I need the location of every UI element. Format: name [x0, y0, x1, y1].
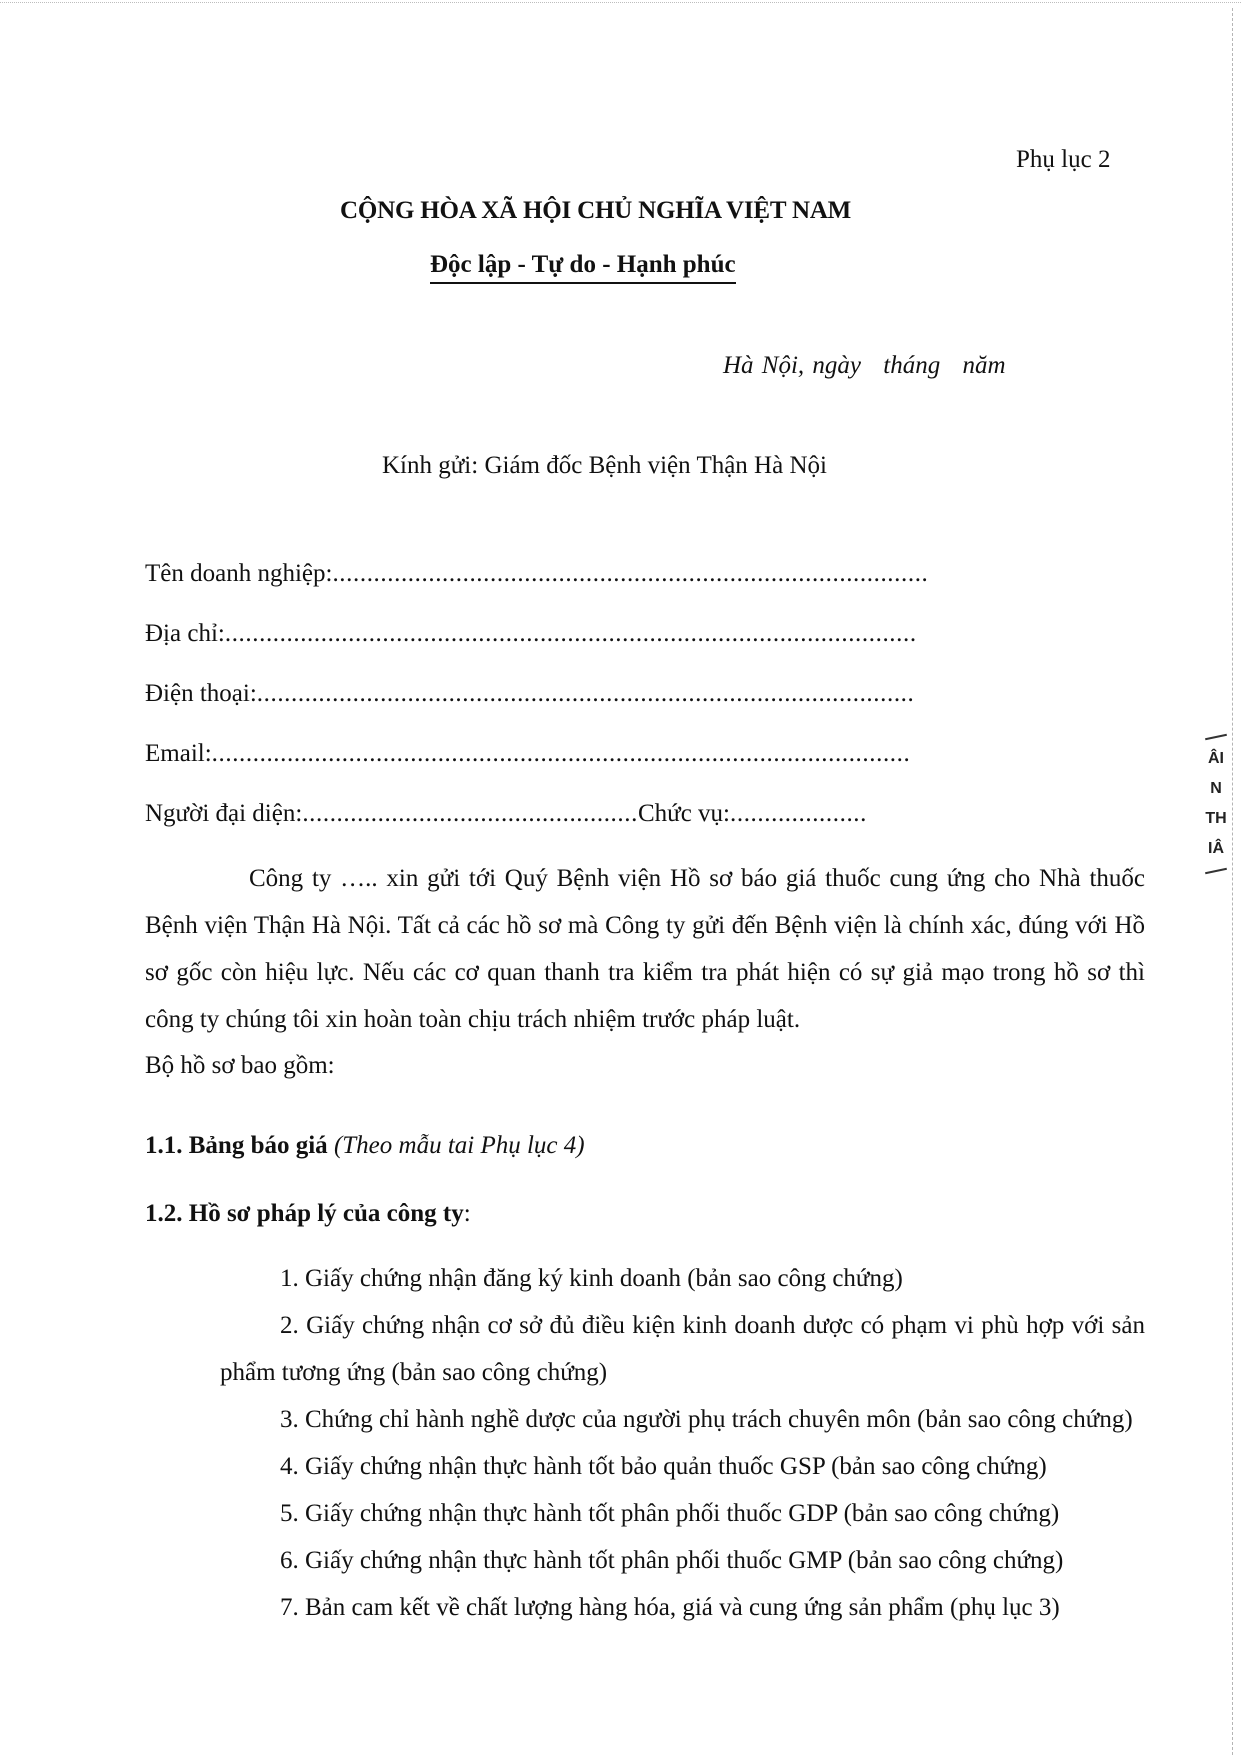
date-year: năm [962, 352, 1006, 379]
motto: Độc lập - Tự do - Hạnh phúc [430, 251, 736, 284]
stamp-stroke [1205, 734, 1227, 741]
scan-top-edge [0, 2, 1241, 3]
recipient-line: Kính gửi: Giám đốc Bệnh viện Thận Hà Nội [382, 452, 827, 479]
stamp-text: N [1210, 780, 1222, 797]
list-item: 1. Giấy chứng nhận đăng ký kinh doanh (bản sao công chứng) [280, 1265, 903, 1292]
fill-in-blank: ................................................. [302, 800, 638, 827]
field-phone [145, 680, 914, 708]
field-email [145, 740, 910, 768]
field-label: Điện thoại: [145, 680, 257, 707]
field-label: Tên doanh nghiệp: [145, 560, 333, 587]
list-item: 6. Giấy chứng nhận thực hành tốt phân phối thuốc GMP (bản sao công chứng) [280, 1547, 1064, 1574]
stamp-text: IÂ [1208, 840, 1224, 857]
date-place-day: Hà Nội, ngày [723, 352, 862, 379]
list-item: 2. Giấy chứng nhận cơ sở đủ điều kiện kinh doanh dược có phạm vi phù hợp với sản phẩm tương ứng (bản sao công chứng) [220, 1312, 1145, 1386]
list-item: 5. Giấy chứng nhận thực hành tốt phân phối thuốc GDP (bản sao công chứng) [280, 1500, 1060, 1527]
legal-documents-list [220, 1255, 1145, 1631]
section-title: 1.1. Bảng báo giá [145, 1132, 328, 1159]
field-label-position: Chức vụ: [637, 800, 730, 827]
fill-in-blank: ..................................................................................................... [224, 620, 917, 647]
field-label: Địa chỉ: [145, 620, 225, 647]
field-representative [145, 800, 867, 828]
date-month: tháng [883, 352, 941, 379]
fill-in-blank: .................... [730, 800, 867, 827]
section-note: (Theo mẫu tai Phụ lục 4) [333, 1132, 585, 1159]
appendix-label: Phụ lục 2 [1016, 146, 1111, 173]
section-suffix: : [463, 1200, 471, 1227]
margin-stamp [1203, 730, 1229, 930]
section-1-1 [145, 1132, 585, 1160]
scan-right-edge [1232, 8, 1233, 1755]
list-item: 4. Giấy chứng nhận thực hành tốt bảo quản thuốc GSP (bản sao công chứng) [280, 1453, 1047, 1480]
stamp-text: ÂI [1208, 750, 1224, 767]
section-title: 1.2. Hồ sơ pháp lý của công ty [145, 1200, 464, 1227]
field-label: Email: [145, 740, 212, 767]
field-label: Người đại diện: [145, 800, 303, 827]
nation-title: CỘNG HÒA XÃ HỘI CHỦ NGHĨA VIỆT NAM [340, 197, 852, 224]
field-address [145, 620, 917, 648]
list-item: 3. Chứng chỉ hành nghề dược của người phụ trách chuyên môn (bản sao công chứng) [280, 1406, 1133, 1433]
fill-in-blank: ................................................................................................ [256, 680, 915, 707]
body-paragraph: Công ty ….. xin gửi tới Quý Bệnh viện Hồ sơ báo giá thuốc cung ứng cho Nhà thuốc Bệnh viện Thận Hà Nội. Tất cả các hồ sơ mà Công ty gửi đến Bệnh viện là chính xác, đúng với Hồ sơ gốc còn hiệu lực. Nếu các cơ quan thanh tra kiểm tra phát hiện có sự giả mạo trong hồ sơ thì công ty chúng tôi xin hoàn toàn chịu trách nhiệm trước pháp luật. [145, 865, 1145, 1033]
stamp-text: TH [1205, 810, 1227, 827]
field-company-name [145, 560, 928, 588]
date-line [723, 352, 1020, 380]
fill-in-blank: ...................................................................................................... [211, 740, 911, 767]
section-1-2 [145, 1200, 471, 1228]
includes-label: Bộ hồ sơ bao gồm: [145, 1052, 335, 1079]
fill-in-blank: ....................................................................................... [332, 560, 929, 587]
list-item: 7. Bản cam kết về chất lượng hàng hóa, giá và cung ứng sản phẩm (phụ lục 3) [280, 1594, 1060, 1621]
stamp-stroke [1205, 868, 1227, 875]
